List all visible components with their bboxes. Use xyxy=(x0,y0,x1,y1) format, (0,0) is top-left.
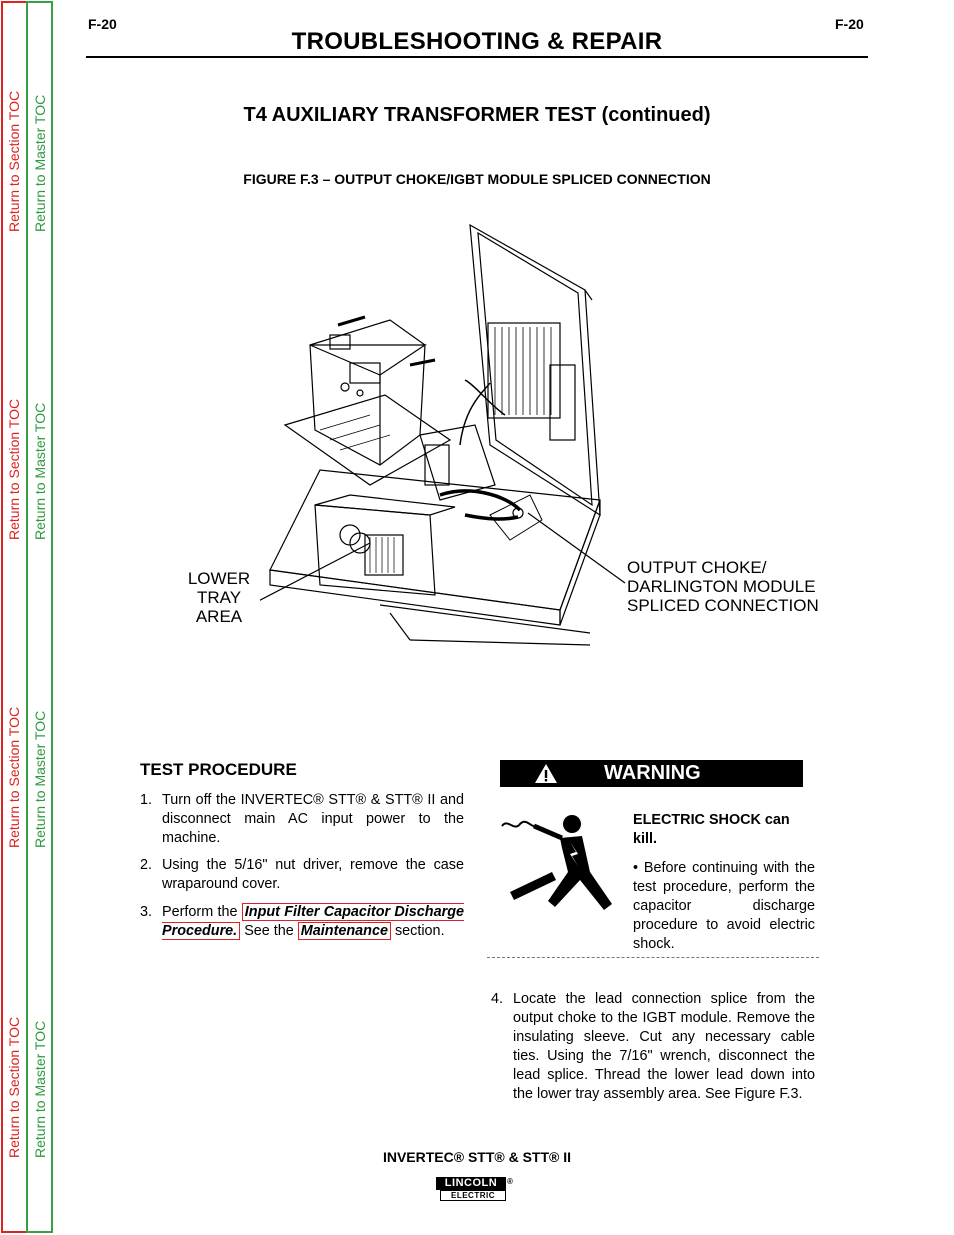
return-to-master-toc-link[interactable]: Return to Master TOC xyxy=(32,710,48,848)
electric-shock-icon xyxy=(500,812,620,922)
capacitor-discharge-link[interactable]: Input Filter Capacitor Discharge Procedure. xyxy=(162,904,464,939)
lower-tray-front xyxy=(270,570,560,625)
warning-triangle-icon xyxy=(534,763,558,784)
warning-dashed-rule xyxy=(487,957,819,958)
warning-bullet: • Before continuing with the test procedure, perform the capacitor discharge procedure to avoid electric shock. xyxy=(633,860,815,952)
maintenance-link[interactable]: Maintenance xyxy=(298,922,391,940)
procedure-step-2: 2. Using the 5/16" nut driver, remove the case wraparound cover. xyxy=(140,857,464,892)
machine-diagram xyxy=(260,215,630,665)
warning-banner xyxy=(500,760,803,787)
warning-heading: ELECTRIC SHOCK can kill. xyxy=(633,812,790,847)
lincoln-electric-logo: LINCOLN ELECTRIC ® xyxy=(436,1177,514,1203)
callout-lower-tray: LOWER TRAY AREA xyxy=(187,569,251,626)
figure-caption: FIGURE F.3 – OUTPUT CHOKE/IGBT MODULE SPLICED CONNECTION xyxy=(243,171,711,187)
output-choke xyxy=(420,425,495,500)
control-box xyxy=(310,320,425,465)
return-to-section-toc-link[interactable]: Return to Section TOC xyxy=(6,398,22,540)
callout-spliced-connection: OUTPUT CHOKE/ DARLINGTON MODULE SPLICED CONNECTION xyxy=(627,558,819,615)
procedure-step-3: 3. Perform the Input Filter Capacitor Discharge Procedure. See the Maintenance section. xyxy=(140,904,464,939)
return-to-master-toc-link[interactable]: Return to Master TOC xyxy=(32,1020,48,1158)
footer-model-name: INVERTEC® STT® & STT® II xyxy=(382,1149,572,1165)
lower-transformer xyxy=(315,505,435,595)
splice-leader xyxy=(528,513,625,583)
return-to-master-toc-link[interactable]: Return to Master TOC xyxy=(32,94,48,232)
return-to-section-toc-link[interactable]: Return to Section TOC xyxy=(6,1016,22,1158)
warning-label: WARNING xyxy=(604,762,701,784)
test-procedure-heading: TEST PROCEDURE xyxy=(140,760,297,779)
page-title: TROUBLESHOOTING & REPAIR xyxy=(291,28,663,55)
section-title: T4 AUXILIARY TRANSFORMER TEST (continued) xyxy=(243,104,711,126)
return-to-master-toc-link[interactable]: Return to Master TOC xyxy=(32,402,48,540)
return-to-section-toc-link[interactable]: Return to Section TOC xyxy=(6,706,22,848)
return-to-section-toc-link[interactable]: Return to Section TOC xyxy=(6,90,22,232)
page-number-right: F-20 xyxy=(835,16,864,32)
lower-tray-leader xyxy=(260,543,370,607)
page-number-left: F-20 xyxy=(88,16,117,32)
procedure-step-4: 4. Locate the lead connection splice from the output choke to the IGBT module. Remove the insulating sleeve. Cut any necessary cable ties. Using the 7/16" wrench, disconnect the lead splice. Thread the lower lead down into the lower tray assembly area. See Figure F.3. xyxy=(491,991,815,1102)
heat-sink xyxy=(488,323,560,418)
header-rule xyxy=(86,56,868,58)
procedure-step-1: 1. Turn off the INVERTEC® STT® & STT® II and disconnect main AC input power to the machine. xyxy=(140,792,464,846)
lower-tray-side xyxy=(560,500,600,625)
